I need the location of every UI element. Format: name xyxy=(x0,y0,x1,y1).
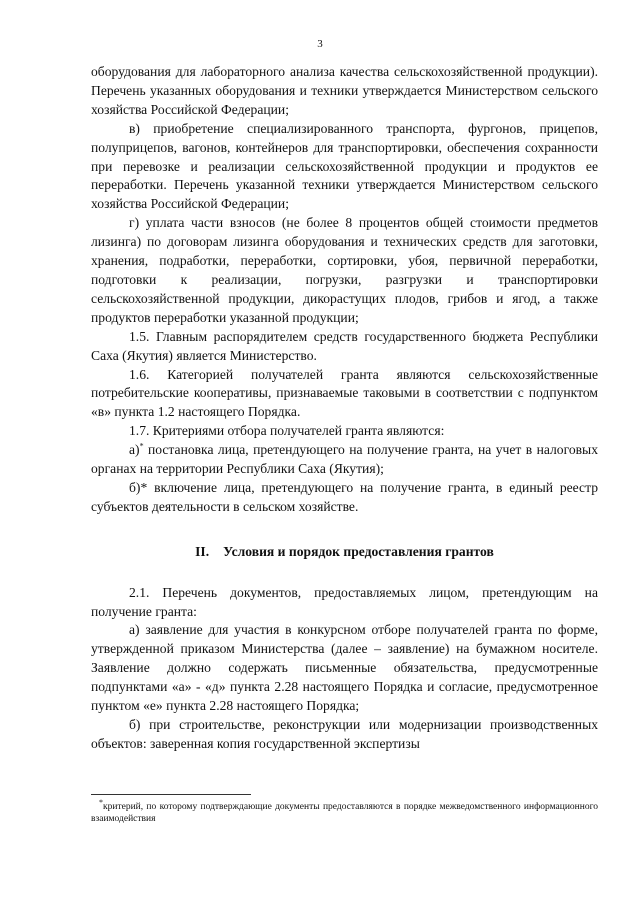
criterion-a-text: постановка лица, претендующего на получение гранта, на учет в налоговых органах на территории Республики Саха (Якутия); xyxy=(91,442,598,477)
paragraph: б) при строительстве, реконструкции или модернизации производственных объектов: заверенная копия государственной экспертизы xyxy=(91,717,598,751)
document-body xyxy=(91,63,598,754)
criterion-a-footnote-mark: * xyxy=(139,441,144,451)
criterion-b: б)* включение лица, претендующего на получение гранта, в единый реестр субъектов деятельности в сельском хозяйстве. xyxy=(91,479,598,514)
footnote-text: критерий, по которому подтверждающие документы предоставляются в порядке межведомственного информационного взаимодействия xyxy=(91,802,598,824)
section-heading xyxy=(91,543,598,562)
paragraph: оборудования для лабораторного анализа качества сельскохозяйственной продукции). Перечень указанных оборудования и техники утверждается Министерством сельского хозяйства Российской Федерации; xyxy=(91,64,598,117)
section-title: Условия и порядок предоставления грантов xyxy=(223,543,494,559)
paragraph: 1.6. Категорией получателей гранта являются сельскохозяйственные потребительские кооперативы, признаваемые таковыми в соответствии с подпунктом «в» пункта 1.2 настоящего Порядка. xyxy=(91,366,598,420)
paragraph: а) заявление для участия в конкурсном отборе получателей гранта по форме, утвержденной приказом Министерства (далее – заявление) на бумажном носителе. Заявление должно содержать письменные обязательства, предусмотренные подпунктами «а» - «д» пункта 2.28 настоящего Порядка и согласие, предусмотренное пунктом «е» пункта 2.28 настоящего Порядка; xyxy=(91,622,598,714)
paragraph: в) приобретение специализированного транспорта, фургонов, прицепов, полуприцепов, вагонов, контейнеров для транспортировки, обеспечения сохранности при перевозке и реализации сельскохозяйственной продукции и продуктов ее переработки. Перечень указанной техники утверждается Министерством сельского хозяйства Российской Федерации; xyxy=(91,120,598,212)
criterion-a xyxy=(91,441,598,479)
criterion-a-prefix: а) xyxy=(129,442,140,458)
footnote-divider xyxy=(91,794,251,795)
paragraph: 2.1. Перечень документов, предоставляемых лицом, претендующим на получение гранта: xyxy=(91,584,598,619)
paragraph: г) уплата части взносов (не более 8 процентов общей стоимости предметов лизинга) по договорам лизинга оборудования и технических средств для заготовки, хранения, подработки, переработки, сортировки, убоя, первичной переработки, подготовки к реализации, погрузки, разгрузки и транспортировки сельскохозяйственной продукции, дикорастущих плодов, грибов и ягод, а также продуктов переработки указанной продукции; xyxy=(91,215,598,325)
page-number: 3 xyxy=(317,38,323,50)
paragraph: 1.7. Критериями отбора получателей гранта являются: xyxy=(129,423,445,439)
footnote-mark: * xyxy=(99,797,103,807)
footnote xyxy=(91,797,598,825)
paragraph: 1.5. Главным распорядителем средств государственного бюджета Республики Саха (Якутия) является Министерство. xyxy=(91,328,598,363)
section-number: II. xyxy=(195,543,210,559)
